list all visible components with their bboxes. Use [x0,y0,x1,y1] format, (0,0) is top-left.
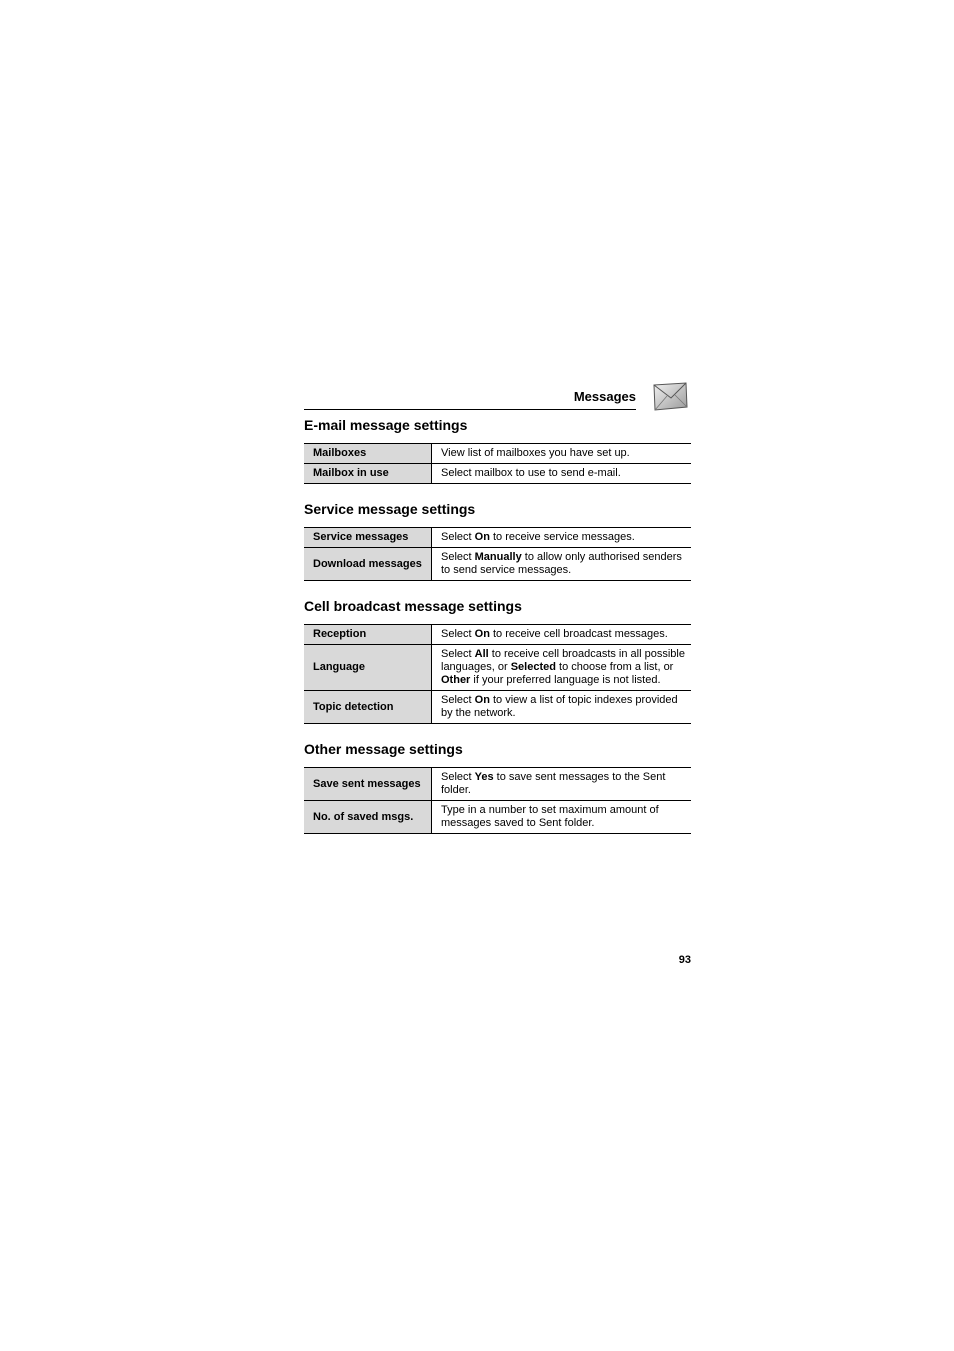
settings-table [304,527,691,581]
option-keyword: On [474,694,490,706]
option-keyword: On [474,628,490,640]
settings-sections [304,411,691,834]
section-title: E-mail message settings [304,417,468,433]
option-keyword: Selected [510,661,556,673]
description-text: Select [441,531,475,543]
setting-description [432,444,692,464]
description-text: to view a list of topic indexes provided by the network. [441,694,678,719]
table-row [304,528,691,548]
setting-name: Service messages [304,528,432,548]
option-keyword: All [474,648,489,660]
setting-name: Mailboxes [304,444,432,464]
settings-table [304,767,691,834]
section-title: Cell broadcast message settings [304,598,522,614]
section-title: Service message settings [304,501,476,517]
setting-description [432,645,692,691]
description-text: Select [441,551,475,563]
setting-description [432,464,692,484]
option-keyword: On [474,531,490,543]
setting-description [432,528,692,548]
settings-table [304,443,691,484]
description-text: Select [441,694,475,706]
page [304,378,691,845]
setting-description [432,768,692,801]
table-row [304,548,691,581]
table-row [304,464,691,484]
setting-name: No. of saved msgs. [304,801,432,834]
table-row [304,645,691,691]
description-text: to receive service messages. [489,531,635,543]
page-number: 93 [678,954,691,966]
setting-name: Language [304,645,432,691]
description-text: Select [441,648,475,660]
description-text: to allow only authorised senders to send service messages. [441,551,682,576]
settings-table [304,624,691,724]
table-row [304,768,691,801]
description-text: to save sent messages to the Sent folder. [441,771,666,796]
section-title: Other message settings [304,741,463,757]
description-text: to receive cell broadcasts in all possible languages, or [441,648,685,673]
setting-name: Reception [304,625,432,645]
setting-name: Mailbox in use [304,464,432,484]
setting-description [432,548,692,581]
setting-description [432,625,692,645]
setting-description [432,691,692,724]
table-row [304,444,691,464]
setting-name: Topic detection [304,691,432,724]
description-text: Select [441,628,475,640]
table-row [304,691,691,724]
setting-name: Save sent messages [304,768,432,801]
option-keyword: Yes [474,771,494,783]
setting-name: Download messages [304,548,432,581]
description-text: to choose from a list, or [555,661,674,673]
description-text: View list of mailboxes you have set up. [441,447,630,459]
option-keyword: Other [441,674,471,686]
description-text: Select [441,771,475,783]
description-text: if your preferred language is not listed. [470,674,661,686]
table-row [304,625,691,645]
page-header [304,378,691,411]
setting-description [432,801,692,834]
option-keyword: Manually [474,551,522,563]
table-row [304,801,691,834]
envelope-icon [651,381,689,411]
description-text: to receive cell broadcast messages. [489,628,668,640]
description-text: Select mailbox to use to send e-mail. [441,467,621,479]
header-title: Messages [573,389,636,404]
description-text: Type in a number to set maximum amount of messages saved to Sent folder. [441,804,659,829]
header-rule [304,409,636,410]
